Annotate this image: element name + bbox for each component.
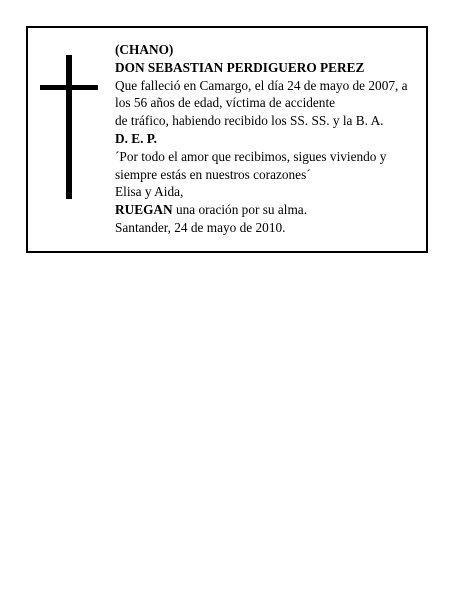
ruegan-rest: una oración por su alma. [172, 202, 308, 218]
ruegan-word: RUEGAN [115, 202, 173, 218]
notice-text [115, 41, 421, 237]
place-date: Santander, 24 de mayo de 2010. [115, 219, 286, 235]
deceased-name: DON SEBASTIAN PERDIGUERO PEREZ [115, 59, 365, 75]
nickname: (CHANO) [115, 42, 174, 57]
cross-horizontal-bar [40, 85, 98, 90]
ruegan-line [115, 201, 421, 219]
quote-line: siempre estás en nuestros corazones´ [115, 166, 311, 182]
cross-vertical-bar [66, 55, 72, 199]
family-line: Elisa y Aida, [115, 184, 184, 200]
body-line: de tráfico, habiendo recibido los SS. SS. y la B. A. [115, 113, 384, 129]
body-line: los 56 años de edad, víctima de accidente [115, 95, 336, 111]
obituary-notice [26, 26, 428, 253]
quote-line: ´Por todo el amor que recibimos, sigues viviendo y [115, 148, 387, 164]
cross-icon [40, 55, 98, 199]
body-line: Que falleció en Camargo, el día 24 de mayo de 2007, a [115, 77, 408, 93]
dep-line: D. E. P. [115, 130, 157, 146]
